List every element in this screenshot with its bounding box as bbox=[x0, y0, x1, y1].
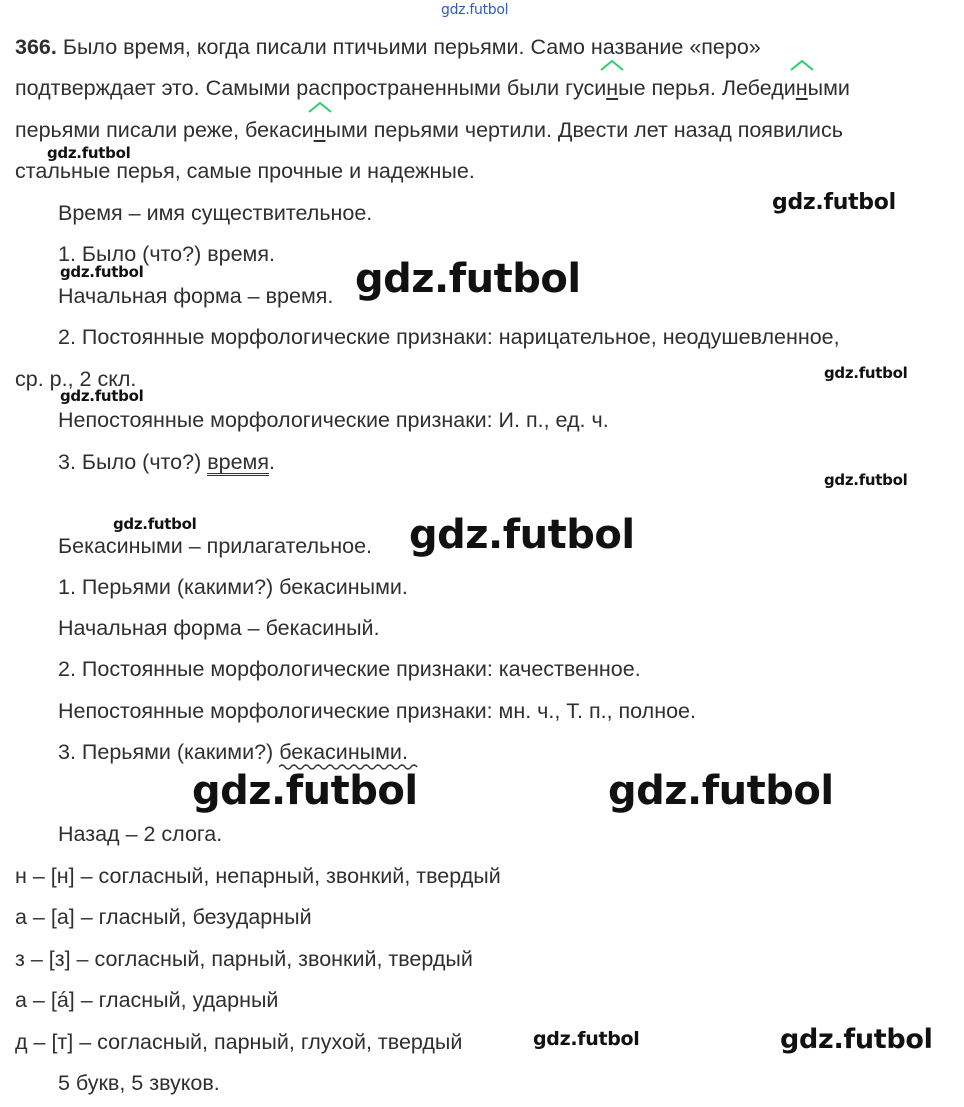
watermark-medium: gdz.futbol bbox=[772, 190, 896, 215]
subject-word: время bbox=[207, 450, 269, 474]
watermark-small: gdz.futbol bbox=[533, 1028, 640, 1050]
arc-mark-icon bbox=[599, 58, 625, 72]
noun-nonconstant: Непостоянные морфологические признаки: И. п., ед. ч. bbox=[58, 408, 609, 432]
adj-p3-prefix: 3. Перьями (какими?) bbox=[58, 740, 280, 764]
watermark-large: gdz.futbol bbox=[608, 768, 834, 814]
exercise-text-3a: перьями писали реже, бекаси bbox=[15, 118, 314, 142]
noun-title: Время – имя существительное. bbox=[58, 201, 373, 225]
noun-point-2a: 2. Постоянные морфологические признаки: нарицательное, неодушевленное, bbox=[58, 325, 840, 349]
watermark-small: gdz.futbol bbox=[113, 515, 197, 533]
arc-mark-icon bbox=[789, 58, 815, 72]
watermark-small: gdz.futbol bbox=[60, 387, 144, 405]
noun-initial-form: Начальная форма – время. bbox=[58, 284, 334, 308]
watermark-top: gdz.futbol bbox=[441, 2, 509, 18]
adj-point-2: 2. Постоянные морфологические признаки: качественное. bbox=[58, 657, 641, 681]
phonetic-title: Назад – 2 слога. bbox=[58, 822, 223, 846]
exercise-line-2 bbox=[15, 75, 850, 101]
adj-point-1: 1. Перьями (какими?) бекасиными. bbox=[58, 575, 408, 599]
attribute-word: бекасиными bbox=[279, 739, 402, 765]
noun-p3-prefix: 3. Было (что?) bbox=[58, 450, 208, 474]
watermark-small: gdz.futbol bbox=[824, 471, 908, 489]
watermark-small: gdz.futbol bbox=[824, 364, 908, 382]
adj-title: Бекасиными – прилагательное. bbox=[58, 534, 373, 558]
marked-letter-n-3: н bbox=[314, 117, 326, 143]
phonetic-row: а – [á] – гласный, ударный bbox=[15, 988, 279, 1012]
exercise-text-1: Было время, когда писали птичьими перьями. Само название «перо» bbox=[62, 35, 761, 59]
phonetic-row: н – [н] – согласный, непарный, звонкий, твердый bbox=[15, 864, 501, 888]
phonetic-row: а – [а] – гласный, безударный bbox=[15, 905, 312, 929]
marked-letter-n-1: н bbox=[606, 75, 618, 101]
adj-p3-suffix: . bbox=[401, 740, 408, 764]
watermark-small: gdz.futbol bbox=[47, 144, 131, 162]
arc-mark-icon bbox=[307, 100, 333, 114]
adj-nonconstant: Непостоянные морфологические признаки: мн. ч., Т. п., полное. bbox=[58, 699, 696, 723]
adj-initial-form: Начальная форма – бекасиный. bbox=[58, 616, 380, 640]
noun-point-1: 1. Было (что?) время. bbox=[58, 242, 275, 266]
phonetic-row: д – [т] – согласный, парный, глухой, твердый bbox=[15, 1030, 463, 1054]
exercise-line-4: стальные перья, самые прочные и надежные. bbox=[15, 159, 475, 183]
watermark-medium: gdz.futbol bbox=[780, 1024, 933, 1055]
watermark-large: gdz.futbol bbox=[192, 768, 418, 814]
noun-p3-suffix: . bbox=[268, 450, 275, 474]
exercise-text-2c: ые перья. Лебеди bbox=[618, 76, 796, 100]
watermark-large: gdz.futbol bbox=[355, 256, 581, 302]
exercise-line-3 bbox=[15, 117, 843, 143]
adj-point-3 bbox=[58, 739, 408, 765]
watermark-small: gdz.futbol bbox=[60, 263, 144, 281]
noun-point-3 bbox=[58, 449, 275, 476]
exercise-line-1 bbox=[15, 34, 761, 60]
exercise-number: 366. bbox=[15, 35, 57, 59]
exercise-text-2e: ыми bbox=[807, 76, 850, 100]
exercise-text-3c: ыми перьями чертили. Двести лет назад появились bbox=[325, 118, 843, 142]
phonetic-summary: 5 букв, 5 звуков. bbox=[58, 1071, 220, 1095]
exercise-text-2a: подтверждает это. Самыми распространенными были гуси bbox=[15, 76, 607, 100]
noun-point-2b: ср. р., 2 скл. bbox=[15, 367, 137, 391]
phonetic-row: з – [з] – согласный, парный, звонкий, твердый bbox=[15, 947, 473, 971]
marked-letter-n-2: н bbox=[796, 75, 808, 101]
watermark-large: gdz.futbol bbox=[409, 512, 635, 558]
